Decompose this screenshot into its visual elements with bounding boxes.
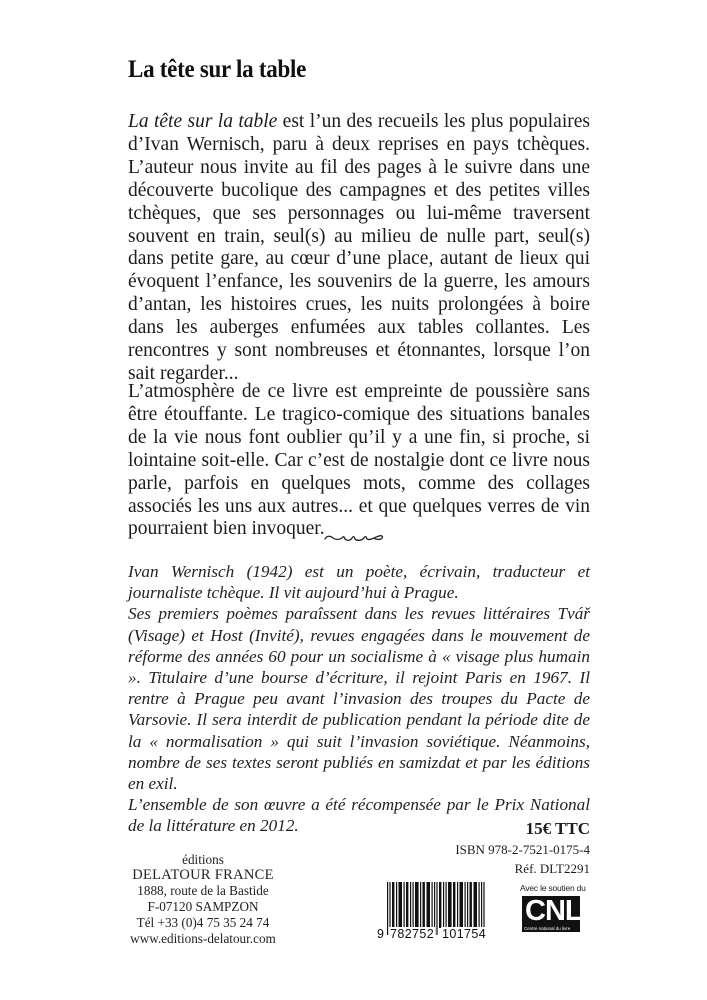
cnl-logo-icon [522,896,580,932]
publisher-label: éditions [182,852,224,867]
publisher-website: www.editions-delatour.com [130,930,276,946]
publisher-name: DELATOUR FRANCE [132,866,274,883]
publisher-phone: Tél +33 (0)4 75 35 24 74 [136,914,270,930]
publisher-address-line-2: F-07120 SAMPZON [147,899,259,915]
description-paragraph-1 [128,111,590,386]
sponsor-caption: Avec le soutien du [520,883,586,893]
bio-line-2: Ses premiers poèmes paraîssent dans les revues littéraires Tvář (Visage) et Host (Invité), revues engagées dans le mouvement de réforme des années 60 pour un socialisme à « visage plus humain ». Titulaire d’une bourse d’écriture, il rejoint Paris en 1967. Il rentre à Prague peu avant l’invasion des troupes du Pacte de Varsovie. Il sera interdit de publication pendant la période dite de la « normalisation » qui suit l’invasion soviétique. Néanmoins, nombre de ses textes seront publiés en samizdat et par les éditions en exil. [128,604,590,794]
barcode-digits-left: 782752 [390,927,435,941]
decorative-flourish-icon [323,530,385,546]
publisher-address-line-1: 1888, route de la Bastide [137,883,269,899]
cnl-logo-subtext: Centre national du livre [524,926,571,931]
barcode-digit-first: 9 [377,927,385,941]
description-paragraph-1-text: est l’un des recueils les plus populaires d’Ivan Wernisch, paru à deux reprises en pays tchèques. L’auteur nous invite au fil des pages à le suivre dans une découverte bucolique des campagnes et des petites villes tchèques, que ses personnages ou lui-même traversent souvent en train, seul(s) au milieu de nulle part, seul(s) dans petite gare, au cœur d’une place, autant de lieux qui évoquent l’enfance, les souvenirs de la guerre, les amours d’antan, les histoires crues, les nuits prolongées à boire dans les auberges enfumées aux tables collantes. Les rencontres y sont nombreuses et étonnantes, lorsque l’on sait regarder... [128,111,590,384]
book-title: La tête sur la table [128,56,307,83]
price: 15€ TTC [525,819,590,838]
isbn: ISBN 978-2-7521-0175-4 [455,842,590,857]
author-biography [128,561,590,837]
bio-line-1: Ivan Wernisch (1942) est un poète, écrivain, traducteur et journaliste tchèque. Il vit aujourd’hui à Prague. [128,562,590,603]
barcode-digits-right: 101754 [442,927,487,941]
bio-line-3: L’ensemble de son œuvre a été récompensée par le Prix National de la littérature en 2012. [128,795,590,836]
description-paragraph-2: L’atmosphère de ce livre est empreinte de poussière sans être étouffante. Le tragico-comique des situations banales de la vie nous font oublier qu’il y a une fin, si proche, si lointaine soit-elle. Car c’est de nostalgie dont ce livre nous parle, parfois en quelques mots, comme des collages associés les uns aux autres... et que quelques verres de vin pourraient bien invoquer. [128,381,590,540]
reference-number: Réf. DLT2291 [514,861,590,876]
book-title-italic: La tête sur la table [128,111,278,132]
cnl-logo-text: CNL [525,895,582,927]
publisher-info [96,852,310,946]
ean13-barcode-icon [377,880,495,944]
barcode-digits [377,927,495,943]
price-block [455,818,590,878]
sponsor-block [520,883,590,932]
